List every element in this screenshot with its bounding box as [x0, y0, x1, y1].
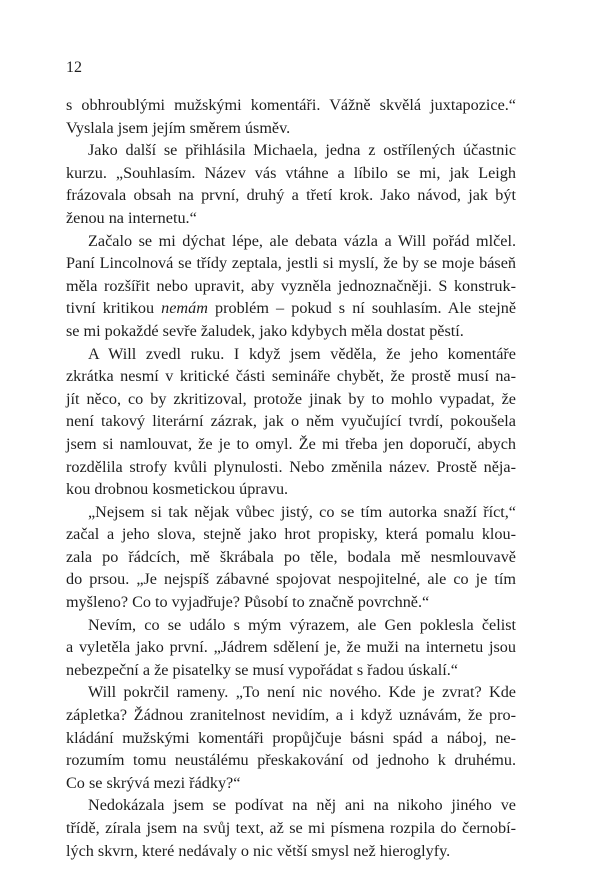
text-line: se mi pokaždé sevře žaludek, jako kdybych měla dostat pěstí. [66, 321, 464, 340]
text-line: Vyslala jsem jejím směrem úsměv. [66, 118, 291, 137]
text-line: Začalo se mi dýchat lépe, ale debata vázla a Will pořád mlčel. [88, 231, 516, 250]
text-line: frázovala obsah na první, druhý a třetí krok. Jako návod, jak být [66, 186, 516, 205]
text-line: zkrátka nesmí v kritické části semináře chybět, že prostě musí na- [66, 367, 516, 386]
text-line: Will pokrčil rameny. „To není nic nového. Kde je zvrat? Kde [88, 683, 516, 702]
text-line: začal a jeho slova, stejně jako hrot propisky, která pomalu klou- [66, 525, 516, 544]
text-line: lých skvrn, které nedávaly o nic větší smysl než hieroglyfy. [66, 841, 451, 860]
page-number: 12 [66, 59, 82, 76]
emphasis: nemám [161, 299, 208, 318]
text-line: „Nejsem si tak nějak vůbec jistý, co se tím autorka snaží říct,“ [88, 502, 516, 521]
text-line: tivní kritikou nemám problém – pokud s ní souhlasím. Ale stejně [66, 299, 517, 318]
text-line: myšleno? Co to vyjadřuje? Působí to značně povrchně.“ [66, 593, 430, 612]
text-line: kou drobnou kosmetickou úpravu. [66, 480, 289, 499]
text-line: s obhroublými mužskými komentáři. Vážně skvělá juxtapozice.“ [66, 96, 516, 114]
text-line: jít něco, co by zkritizoval, protože jinak by to mohlo vypadat, že [66, 389, 516, 408]
text-line: Jako další se přihlásila Michaela, jedna z ostřílených účastnic [88, 141, 516, 160]
text-line: není takový literární zázrak, jak o něm vyučující tvrdí, pokoušela [66, 412, 516, 431]
text-line: nebezpeční a že pisatelky se musí vypořádat s řadou úskalí.“ [66, 660, 458, 679]
text-line: kurzu. „Souhlasím. Název vás vtáhne a líbilo se mi, jak Leigh [66, 163, 516, 182]
text-line: do prsou. „Je nejspíš zábavné spojovat nespojitelné, ale co je tím [66, 570, 516, 589]
text-line: třídě, zírala jsem na svůj text, až se mi písmena rozpila do černobí- [66, 819, 516, 837]
text-line: zápletka? Žádnou zranitelnost nevidím, a i když uznávám, že pro- [66, 706, 516, 725]
text-line: rozdělila strofy kvůli plynulosti. Nebo změnila název. Prostě něja- [66, 457, 516, 476]
text-line: a vyletěla jako první. „Jádrem sdělení je, že muži na internetu jsou [66, 638, 516, 657]
text-line: Nevím, co se událo s mým výrazem, ale Gen poklesla čelist [88, 615, 516, 634]
text-line: Nedokázala jsem se podívat na něj ani na nikoho jiného ve [88, 796, 516, 815]
text-line: Paní Lincolnová se třídy zeptala, jestli si myslí, že by se moje báseň [66, 254, 516, 273]
text-line: Co se skrývá mezi řádky?“ [66, 773, 241, 792]
text-line: měla rozšířit nebo upravit, aby vyzněla jednoznačněji. S konstruk- [66, 276, 516, 295]
text-line: A Will zvedl ruku. I když jsem věděla, že jeho komentáře [88, 344, 516, 363]
text-line: jsem si namlouvat, že je to omyl. Že mi třeba jen doporučí, abych [66, 434, 516, 453]
text-line: ženou na internetu.“ [66, 208, 197, 227]
body-text [66, 94, 516, 862]
text-line: rozumím tomu neustálému přeskakování od jednoho k druhému. [66, 751, 516, 770]
text-line: zala po řádcích, mě škrábala po těle, bodala mě nesmlouvavě [66, 547, 516, 566]
text-line: kládání mužskými komentáři propůjčuje básni spád a náboj, ne- [66, 728, 516, 747]
